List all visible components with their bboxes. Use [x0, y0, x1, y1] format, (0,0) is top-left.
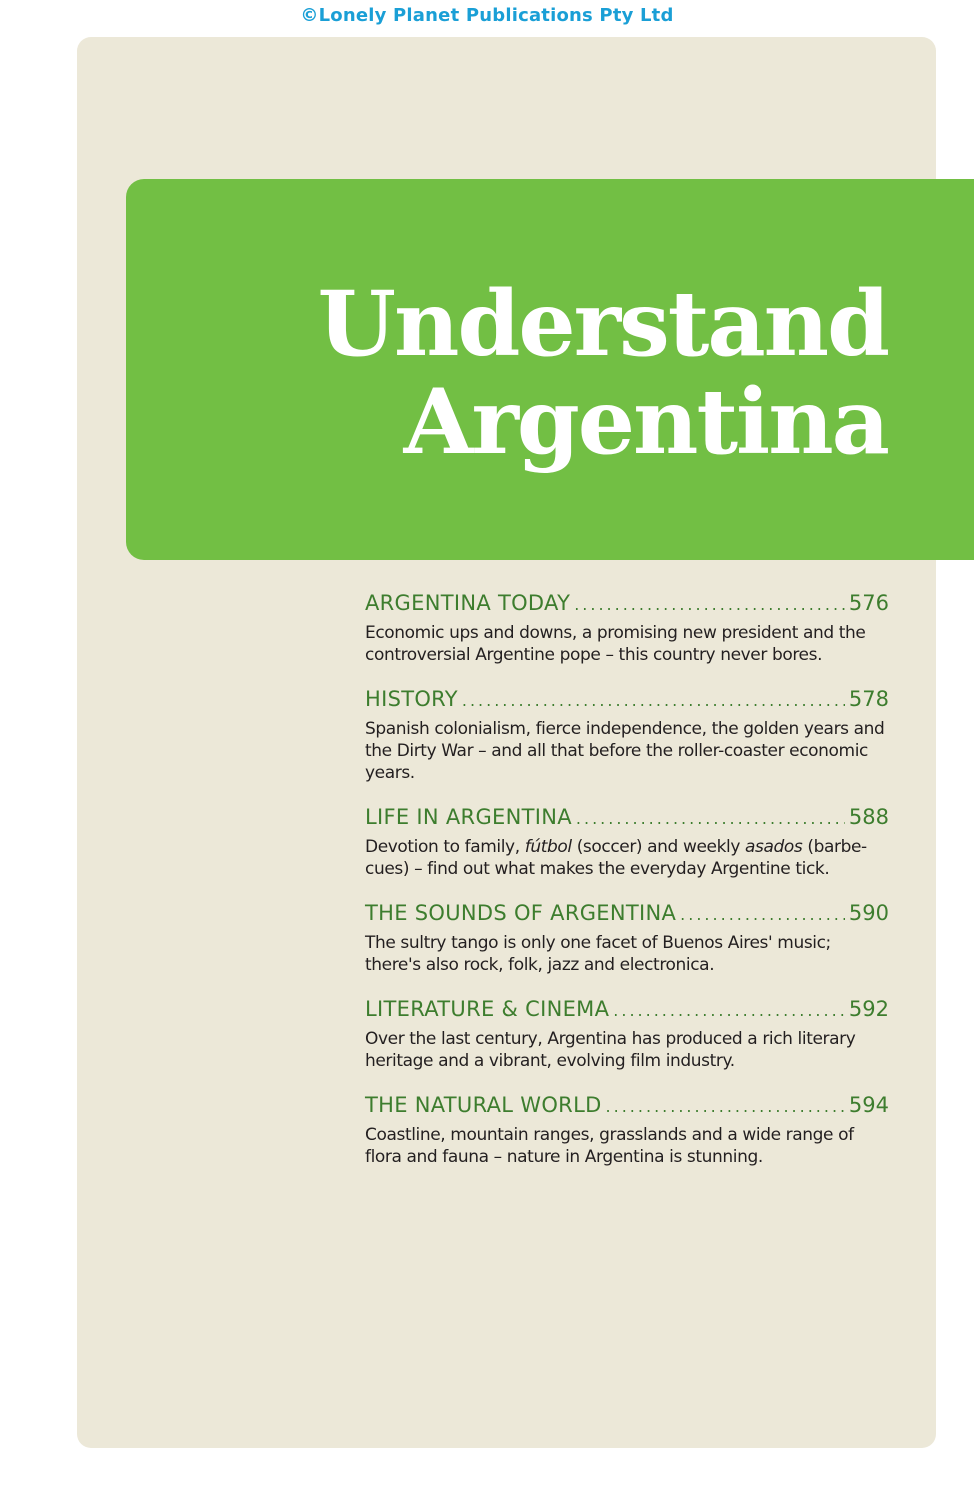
desc-italic-term: asados: [745, 837, 803, 857]
toc-page-number[interactable]: 578: [848, 687, 889, 711]
section-banner: [126, 179, 974, 560]
toc-description: The sultry tango is only one facet of Buenos Aires' music; there's also rock, folk, jazz and electronica.: [365, 933, 831, 975]
toc-heading[interactable]: [365, 684, 889, 716]
leader-dots: [606, 1092, 845, 1122]
desc-text: (barbe-cues) – find out what makes the everyday Argentine tick.: [365, 837, 867, 879]
leader-dots: [576, 804, 845, 834]
toc-description: Spanish colonialism, fierce independence, the golden years and the Dirty War – and all that before the roller-coaster economic years.: [365, 719, 885, 783]
toc-heading[interactable]: [365, 1090, 889, 1122]
toc-title[interactable]: LITERATURE & CINEMA: [365, 997, 610, 1021]
toc-page-number[interactable]: 594: [848, 1093, 889, 1117]
table-of-contents: [365, 588, 889, 1186]
toc-entry-sounds-of-argentina[interactable]: [365, 898, 889, 976]
toc-title[interactable]: LIFE IN ARGENTINA: [365, 805, 572, 829]
toc-page-number[interactable]: 590: [848, 901, 889, 925]
toc-entry-life-in-argentina[interactable]: [365, 802, 889, 880]
toc-title[interactable]: ARGENTINA TODAY: [365, 591, 571, 615]
toc-title[interactable]: THE SOUNDS OF ARGENTINA: [365, 901, 677, 925]
leader-dots: [462, 686, 845, 716]
section-title-line-2: Argentina: [403, 369, 888, 475]
leader-dots: [574, 590, 845, 620]
toc-entry-natural-world[interactable]: [365, 1090, 889, 1168]
toc-page-number[interactable]: 576: [848, 591, 889, 615]
toc-page-number[interactable]: 592: [848, 997, 889, 1021]
toc-description: [365, 836, 889, 880]
toc-entry-argentina-today[interactable]: [365, 588, 889, 666]
toc-description: Over the last century, Argentina has produced a rich literary heritage and a vibrant, evolving film industry.: [365, 1029, 856, 1071]
toc-heading[interactable]: [365, 898, 889, 930]
toc-heading[interactable]: [365, 588, 889, 620]
toc-entry-literature-cinema[interactable]: [365, 994, 889, 1072]
copyright-notice: ©Lonely Planet Publications Pty Ltd: [300, 5, 674, 26]
toc-entry-history[interactable]: [365, 684, 889, 784]
leader-dots: [680, 900, 845, 930]
toc-title[interactable]: THE NATURAL WORLD: [365, 1093, 602, 1117]
toc-description: Economic ups and downs, a promising new president and the controversial Argentine pope – this country never bores.: [365, 623, 866, 665]
toc-description: Coastline, mountain ranges, grasslands and a wide range of flora and fauna – nature in Argentina is stunning.: [365, 1125, 854, 1167]
section-title: [317, 271, 888, 475]
toc-title[interactable]: HISTORY: [365, 687, 458, 711]
toc-heading[interactable]: [365, 802, 889, 834]
toc-page-number[interactable]: 588: [848, 805, 889, 829]
desc-text: (soccer) and weekly: [571, 837, 746, 857]
leader-dots: [613, 996, 845, 1026]
section-title-line-1: Understand: [317, 271, 888, 377]
toc-heading[interactable]: [365, 994, 889, 1026]
desc-text: Devotion to family,: [365, 837, 525, 857]
desc-italic-term: fútbol: [524, 837, 572, 857]
